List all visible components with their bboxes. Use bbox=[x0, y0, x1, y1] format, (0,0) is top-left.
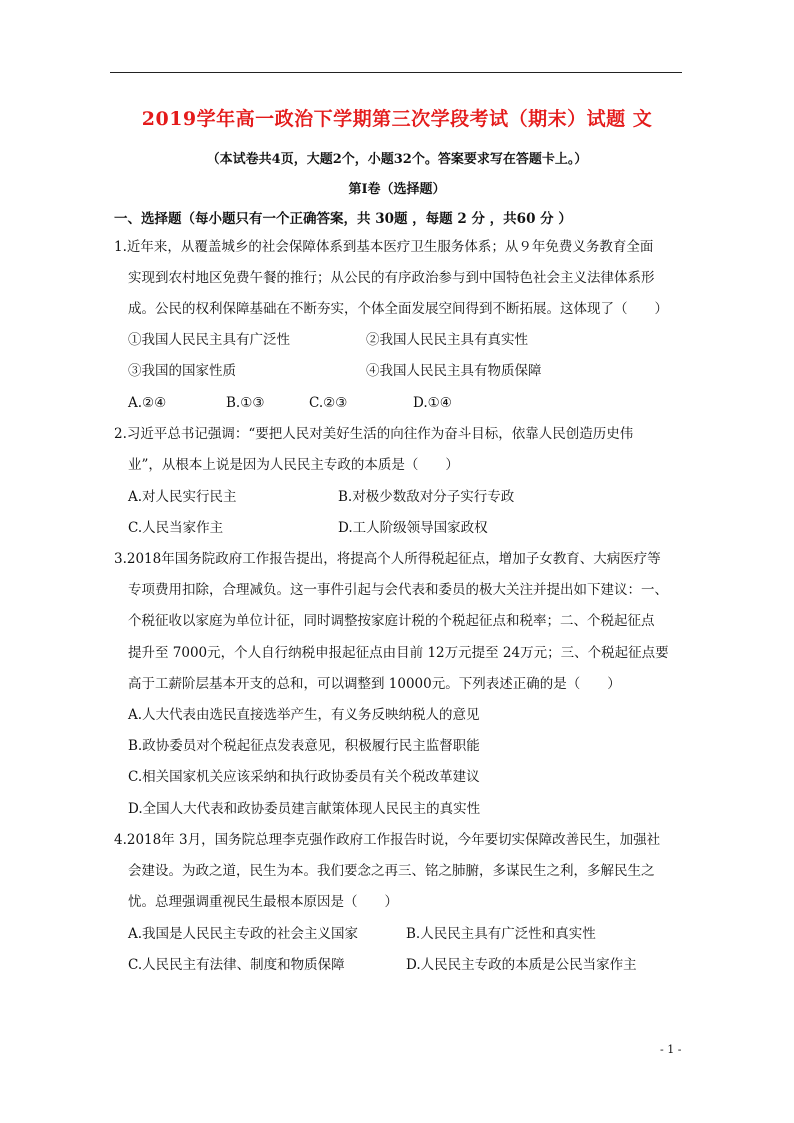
question-4-option-d: D.人民民主专政的本质是公民当家作主 bbox=[406, 957, 637, 973]
question-3-option-a: A.人大代表由选民直接选举产生，有义务反映纳税人的意见 bbox=[128, 707, 480, 723]
question-4-option-c: C.人民民主有法律、制度和物质保障 bbox=[128, 957, 345, 973]
question-2-stem: 2.习近平总书记强调：“要把人民对美好生活的向往作为奋斗目标，依靠人民创造历史伟 bbox=[114, 426, 634, 442]
part-title: 第Ⅰ卷（选择题） bbox=[348, 182, 446, 197]
question-1-item: ②我国人民民主具有真实性 bbox=[366, 332, 528, 348]
question-4-stem: 会建设。为政之道，民生为本。我们要念之再三、铭之肺腑，多谋民生之利，多解民生之 bbox=[128, 863, 655, 879]
question-1-option-a: A.②④ bbox=[128, 395, 167, 411]
question-4-option-a: A.我国是人民民主专政的社会主义国家 bbox=[128, 926, 359, 942]
question-2-option-a: A.对人民实行民主 bbox=[128, 489, 237, 505]
exam-title: 2019学年高一政治下学期第三次学段考试（期末）试题 文 bbox=[141, 108, 653, 130]
page-number: - 1 - bbox=[660, 1043, 682, 1056]
question-4-option-b: B.人民民主具有广泛性和真实性 bbox=[406, 926, 596, 942]
question-1-stem: 成。公民的权利保障基础在不断夯实，个体全面发展空间得到不断拓展。这体现了（ ） bbox=[128, 301, 668, 317]
header-rule bbox=[110, 72, 682, 73]
question-4-stem: 4.2018年 3月，国务院总理李克强作政府工作报告时说，今年要切实保障改善民生，加强社 bbox=[114, 832, 661, 848]
question-2-option-b: B.对极少数敌对分子实行专政 bbox=[338, 489, 515, 505]
question-1-item: ④我国人民民主具有物质保障 bbox=[366, 363, 542, 379]
exam-instructions: （本试卷共4页，大题2个，小题32个。答案要求写在答题卡上。） bbox=[206, 152, 588, 167]
question-3-option-b: B.政协委员对个税起征点发表意见，积极履行民主监督职能 bbox=[128, 738, 480, 754]
question-4-stem: 忧。总理强调重视民生最根本原因是（ ） bbox=[128, 894, 398, 910]
question-1-item: ③我国的国家性质 bbox=[128, 363, 236, 379]
question-2-option-d: D.工人阶级领导国家政权 bbox=[338, 520, 488, 536]
question-1-option-d: D.①④ bbox=[413, 395, 452, 411]
question-3-option-d: D.全国人大代表和政协委员建言献策体现人民民主的真实性 bbox=[128, 801, 481, 817]
question-3-stem: 高于工薪阶层基本开支的总和，可以调整到 10000元。下列表述正确的是（ ） bbox=[128, 676, 621, 692]
question-3-stem: 个税征收以家庭为单位计征，同时调整按家庭计税的个税起征点和税率；二、个税起征点 bbox=[128, 613, 655, 629]
question-2-option-c: C.人民当家作主 bbox=[128, 520, 224, 536]
question-2-stem: 业”，从根本上说是因为人民民主专政的本质是（ ） bbox=[128, 457, 459, 473]
question-3-stem: 专项费用扣除，合理减负。这一事件引起与会代表和委员的极大关注并提出如下建议：一、 bbox=[128, 582, 668, 598]
question-1-option-c: C.②③ bbox=[309, 395, 348, 411]
question-3-stem: 提升至 7000元，个人自行纳税申报起征点由目前 12万元提至 24万元；三、个税起征点要 bbox=[128, 645, 669, 661]
question-1-item: ①我国人民民主具有广泛性 bbox=[128, 332, 290, 348]
section-title: 一、选择题（每小题只有一个正确答案，共 30题 ，每题 2 分 ，共60 分 ） bbox=[114, 211, 572, 227]
question-1-option-b: B.①③ bbox=[226, 395, 265, 411]
question-1-stem: 实现到农村地区免费午餐的推行；从公民的有序政治参与到中国特色社会主义法律体系形 bbox=[128, 270, 655, 286]
question-3-option-c: C.相关国家机关应该采纳和执行政协委员有关个税改革建议 bbox=[128, 769, 480, 785]
question-1-stem: 1.近年来，从覆盖城乡的社会保障体系到基本医疗卫生服务体系；从９年免费义务教育全面 bbox=[114, 239, 654, 255]
question-3-stem: 3.2018年国务院政府工作报告提出，将提高个人所得税起征点，增加子女教育、大病医疗等 bbox=[114, 551, 661, 567]
